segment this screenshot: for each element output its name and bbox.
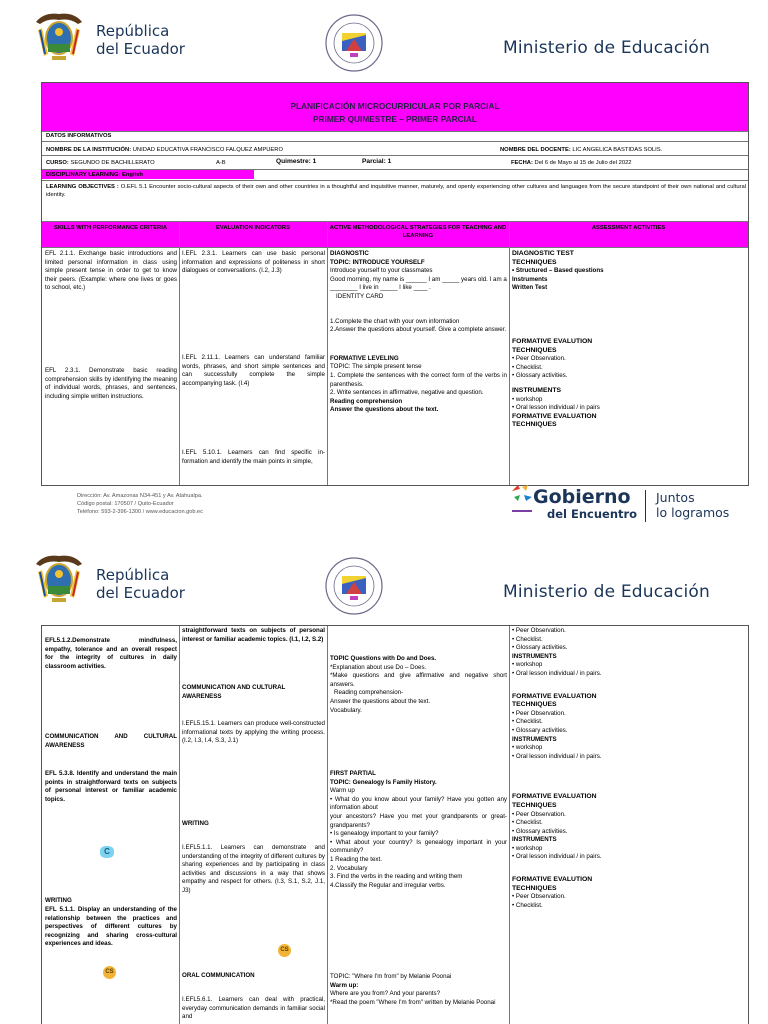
strategy-line: Reading comprehension- — [334, 689, 404, 697]
assessment-line: INSTRUMENTS — [512, 386, 562, 394]
assessment-line: • workshop — [512, 844, 543, 852]
assessment-line: INSTRUMENTS — [512, 652, 557, 660]
assessment-line: TECHNIQUES — [512, 421, 557, 429]
course-value: SEGUNDO DE BACHILLERATO — [70, 160, 155, 166]
indicator-iefl-2-11-1: I.EFL 2.11.1. Learners can understand familiar words, phrases, and short simple sentences and can successfully complete the simple accompanying task. (I.4) — [182, 354, 325, 387]
fecha-row — [511, 159, 632, 167]
assessment-line — [512, 329, 745, 338]
col-header-strategies: ACTIVE METHODOLOGICAL STRATEGIES FOR TEACHING AND LEARNING — [329, 225, 507, 239]
assessment-line — [512, 311, 745, 320]
skill-efl-2-1-1: EFL 2.1.1. Exchange basic introductions and limited personal information in class using simple present tense in order to get to know their peers. (Example: where one lives or goes to school, etc.) — [45, 250, 177, 292]
ecuador-coat-of-arms-icon — [30, 8, 88, 66]
assessment-line: • Peer Observation. — [512, 709, 566, 717]
indicator-heading: COMMUNICATION AND CULTURAL AWARENESS — [182, 684, 286, 700]
assessment-line: FORMATIVE EVALUTION — [512, 876, 593, 884]
school-seal-icon — [324, 556, 384, 616]
strategy-line — [330, 335, 507, 345]
institution-label: NOMBRE DE LA INSTITUCIÓN: — [46, 147, 132, 153]
strategy-line: Good morning, my name is ______ I am _____ years old. I am a ________ I live in _____ I like ____ . — [330, 275, 507, 292]
strategy-line: 4.Classify the Regular and irregular verbs. — [330, 881, 446, 889]
planning-table-page1 — [41, 82, 749, 486]
strategy-line: • What about your country? Is genealogy important in your community? — [330, 838, 507, 855]
course-label: CURSO: — [46, 160, 69, 166]
gobierno-logo-icon — [510, 483, 534, 519]
indicator-iefl-2-3-1: I.EFL 2.3.1. Learners can use basic personal information and expressions of politeness in short dialogues or conversations. (I.2, J.3) — [182, 250, 325, 275]
assessment-line — [512, 293, 745, 302]
strategy-line: FIRST PARTIAL — [330, 770, 376, 777]
ministry-name: Ministerio de Educación — [503, 582, 710, 602]
planning-table-page2 — [41, 625, 749, 1024]
country-name-line2: del Ecuador — [96, 584, 185, 602]
assessment-list — [510, 249, 747, 431]
course-row — [46, 159, 155, 167]
assessment-line: • Glossary activities. — [512, 372, 568, 380]
gobierno-subword: del Encuentro — [547, 507, 638, 521]
assessment-line: • Glossary activities. — [512, 827, 568, 835]
assessment-line: • Peer Observation. — [512, 893, 566, 901]
col-header-skills: SKILLS WITH PERFORMANCE CRITERIA — [53, 225, 168, 231]
strategy-line: *Read the poem "Where I'm from" written by Melanie Poonai — [330, 998, 496, 1006]
strategy-line: TOPIC: Genealogy Is Family History. — [330, 778, 437, 786]
assessment-line — [512, 679, 745, 693]
strategy-line: Answer the questions about the text. — [330, 697, 431, 705]
assessment-line: FORMATIVE EVALUATION — [512, 793, 597, 801]
strategy-line: *Make questions and give affirmative and negative short answers. — [330, 672, 507, 688]
strategy-line: Vocabulary. — [330, 706, 362, 714]
strategies-block-b — [328, 769, 509, 891]
institution-value: UNIDAD EDUCATIVA FRANCISCO FALQUEZ AMPUERO — [132, 147, 283, 153]
indicator-heading: ORAL COMMUNICATION — [182, 972, 255, 979]
assessment-line: INSTRUMENTS — [512, 836, 557, 844]
col-header-assessment: ASSESSMENT ACTIVITIES — [591, 225, 666, 231]
assessment-line: • Checklist. — [512, 718, 543, 726]
assessment-line: TECHNIQUES — [512, 346, 557, 354]
indicator-iefl-5-15-1: I.EFL5.15.1. Learners can produce well-constructed informational texts by applying the writing process. (I.2, I.3, I.4, S.3, J.1) — [182, 720, 325, 745]
assessment-line: Instruments — [512, 275, 548, 283]
assessment-line: TECHNIQUES — [512, 884, 557, 892]
skill-efl-5-1-2: EFL5.1.2.Demonstrate mindfulness, empathy, tolerance and an overall respect for the integrity of cultures in daily classroom activities. — [45, 637, 177, 670]
skill-efl-5-1-1: EFL 5.1.1. Display an understanding of the relationship between the practices and perspectives of different cultures by recognizing and sharing cross-cultural experiences and ideas. — [45, 906, 177, 948]
strategy-line: DIAGNOSTIC — [330, 250, 369, 257]
assessment-line: FORMATIVE EVALUATION — [512, 692, 597, 700]
assessment-line: • Checklist. — [512, 363, 543, 371]
teacher-label: NOMBRE DEL DOCENTE: — [500, 147, 571, 153]
assessment-line — [512, 775, 745, 789]
indicator-iefl-5-6-1: I.EFL5.6.1. Learners can deal with practical, everyday communication demands in familiar social and — [182, 996, 325, 1021]
assessment-line: TECHNIQUES — [512, 801, 557, 809]
strategy-line: TOPIC: "Where I'm from" by Melanie Poonai — [330, 973, 452, 980]
assessment-line: • Checklist. — [512, 635, 543, 643]
slogan-line2: lo logramos — [656, 505, 730, 520]
country-name-line1: República — [96, 566, 170, 584]
assessment-line: • Oral lesson individual / in pairs. — [512, 752, 602, 760]
juntos-slogan — [656, 490, 729, 520]
strategy-line: 1 Reading the text. — [330, 855, 382, 863]
strategy-line: • Is genealogy important to your family? — [330, 830, 439, 838]
strategy-line: 2.Answer the questions about yourself. Give a complete answer. — [330, 326, 507, 334]
strategy-line: TOPIC Questions with Do and Does. — [330, 655, 437, 662]
slogan-line1: Juntos — [656, 490, 695, 505]
assessment-line: INSTRUMENTS — [512, 735, 557, 743]
indicator-iefl-5-1-1: I.EFL5.1.1. Learners can demonstrate and understanding of the integrity of different cultures by sharing experiences and by participating in class activities and discussions in a way that shows empathy and respect for others. (I.3, S.1, S.2, J.1, J3) — [182, 844, 325, 894]
strategy-line: 1. Complete the sentences with the correct form of the verbs in parenthesis. — [330, 371, 507, 388]
teacher-value: LIC ANGELICA BASTIDAS SOLIS. — [572, 147, 663, 153]
section-value: A-B — [216, 160, 226, 166]
assessment-line: • Structured – Based questions — [512, 267, 604, 275]
strategy-line: Answer the questions about the text. — [330, 406, 439, 414]
assessment-line: FORMATIVE EVALUTION — [512, 337, 593, 345]
objectives-text: O.EFL 5.1 Encounter socio-cultural aspects of their own and other countries in a thoughtful and inquisitive manner, maturely, and openly experiencing other cultures and languages from the secure standpoint of their own national and cultural identity. — [46, 184, 746, 198]
quimestre-value: Quimestre: 1 — [276, 158, 317, 165]
disciplinary-learning: DISCIPLINARY LEARNING: English — [46, 172, 143, 178]
col-header-evaluation: EVALUATION INDICATORS — [216, 225, 290, 231]
indicator-heading: WRITING — [182, 820, 209, 827]
ministry-name: Ministerio de Educación — [503, 38, 710, 58]
assessment-line: Written Test — [512, 284, 548, 292]
page-subtitle: PRIMER QUIMESTRE – PRIMER PARCIAL — [313, 114, 477, 124]
country-name-line2: del Ecuador — [96, 40, 185, 58]
ecuador-coat-of-arms-icon — [30, 550, 88, 608]
strategy-line: • What do you know about your family? Have you gotten any information about — [330, 795, 507, 812]
country-name-line1: República — [96, 22, 170, 40]
fecha-value: Del 6 de Mayo al 15 de Julio del 2022 — [534, 160, 632, 166]
footer-divider — [645, 490, 646, 522]
strategy-line: 1.Complete the chart with your own information — [330, 317, 460, 325]
fecha-label: FECHA: — [511, 160, 533, 166]
address-line: Teléfono: 593-2-396-1300 / www.educacion.gob.ec — [77, 509, 203, 515]
strategy-line: FORMATIVE LEVELING — [330, 354, 399, 362]
assessment-line: • Glossary activities. — [512, 644, 568, 652]
strategy-line — [330, 345, 507, 355]
strategy-line: Warm up — [330, 787, 355, 795]
indicator-iefl-5-10-1: I.EFL 5.10.1. Learners can find specific in- formation and identify the main points in simple, — [182, 449, 325, 465]
assessment-line — [512, 761, 745, 775]
assessment-line: TECHNIQUES — [512, 258, 557, 266]
assessment-list — [510, 626, 747, 911]
assessment-line: • Peer Observation. — [512, 355, 566, 363]
assessment-line: • Oral lesson individual / in pairs — [512, 404, 600, 412]
strategies-block-a — [328, 654, 509, 716]
strategy-line: 2. Vocabulary — [330, 864, 368, 872]
badge-cs-icon: CS — [103, 966, 116, 979]
strategy-line: your ancestors? Have you met your grandparents or great-grandparents? — [330, 812, 507, 829]
institution-row — [46, 146, 283, 154]
strategy-line — [330, 302, 507, 318]
assessment-line: • Oral lesson individual / in pairs. — [512, 669, 602, 677]
learning-objectives — [46, 183, 746, 199]
assessment-line: • Glossary activities. — [512, 726, 568, 734]
teacher-row — [500, 146, 662, 154]
strategy-line: TOPIC: The simple present tense — [330, 363, 422, 371]
assessment-line: • Oral lesson individual / in pairs. — [512, 853, 602, 861]
strategies-block-c — [328, 972, 509, 1008]
assessment-line — [512, 320, 745, 329]
strategy-line: Warm up: — [330, 981, 359, 989]
assessment-line: FORMATIVE EVALUATION — [512, 412, 597, 420]
skill-heading: WRITING — [45, 897, 72, 904]
assessment-line: • Peer Observation. — [512, 627, 566, 634]
assessment-line: TECHNIQUES — [512, 701, 557, 709]
assessment-line: • workshop — [512, 661, 543, 669]
assessment-line: • Peer Observation. — [512, 810, 566, 818]
badge-cs-icon: CS — [278, 944, 291, 957]
parcial-value: Parcial: 1 — [362, 158, 392, 165]
assessment-line: • workshop — [512, 395, 543, 403]
strategy-line: Reading comprehension — [330, 397, 403, 405]
strategy-line: IDENTITY CARD — [336, 292, 384, 300]
strategy-line: 2. Write sentences in affirmative, negative and question. — [330, 389, 484, 397]
assessment-line — [512, 862, 745, 876]
strategy-line: *Explanation about use Do – Does. — [330, 663, 427, 671]
strategy-line: TOPIC: INTRODUCE YOURSELF — [330, 258, 425, 266]
assessment-line — [512, 302, 745, 311]
strategy-line: 3. Find the verbs in the reading and writing them — [330, 873, 463, 881]
footer-address — [77, 492, 203, 516]
gobierno-word: Gobierno — [533, 486, 631, 508]
skill-efl-5-3-8: EFL 5.3.8. Identify and understand the main points in straightforward texts on subjects of personal interest or familiar academic topics. — [45, 770, 177, 803]
address-line: Dirección: Av. Amazonas N34-451 y Av. Atahualpa. — [77, 493, 203, 499]
skill-heading: COMMUNICATION AND CULTURAL AWARENESS — [45, 733, 177, 749]
strategy-line: Introduce yourself to your classmates — [330, 267, 433, 275]
objectives-label: LEARNING OBJECTIVES : — [46, 184, 119, 190]
assessment-line: DIAGNOSTIC TEST — [512, 250, 574, 257]
page-title: PLANIFICACIÓN MICROCURRICULAR POR PARCIAL — [290, 101, 500, 111]
school-seal-icon — [324, 13, 384, 73]
indicator-continued: straightforward texts on subjects of personal interest or familiar academic topics. (I.1, I.2, S.2) — [182, 627, 325, 643]
assessment-line: • Checklist. — [512, 901, 543, 909]
skill-efl-2-3-1: EFL 2.3.1. Demonstrate basic reading comprehension skills by identifying the meaning of individual words, phrases, and sentences, including simple written instructions. — [45, 367, 177, 400]
datos-informativos: DATOS INFORMATIVOS — [46, 133, 112, 139]
assessment-line: • workshop — [512, 744, 543, 752]
badge-c-icon: C — [100, 846, 114, 858]
assessment-line: • Checklist. — [512, 819, 543, 827]
address-line: Código postal: 170507 / Quito-Ecuador — [77, 501, 174, 507]
strategy-line: Where are you from? And your parents? — [330, 990, 441, 998]
strategies-list — [328, 249, 509, 416]
